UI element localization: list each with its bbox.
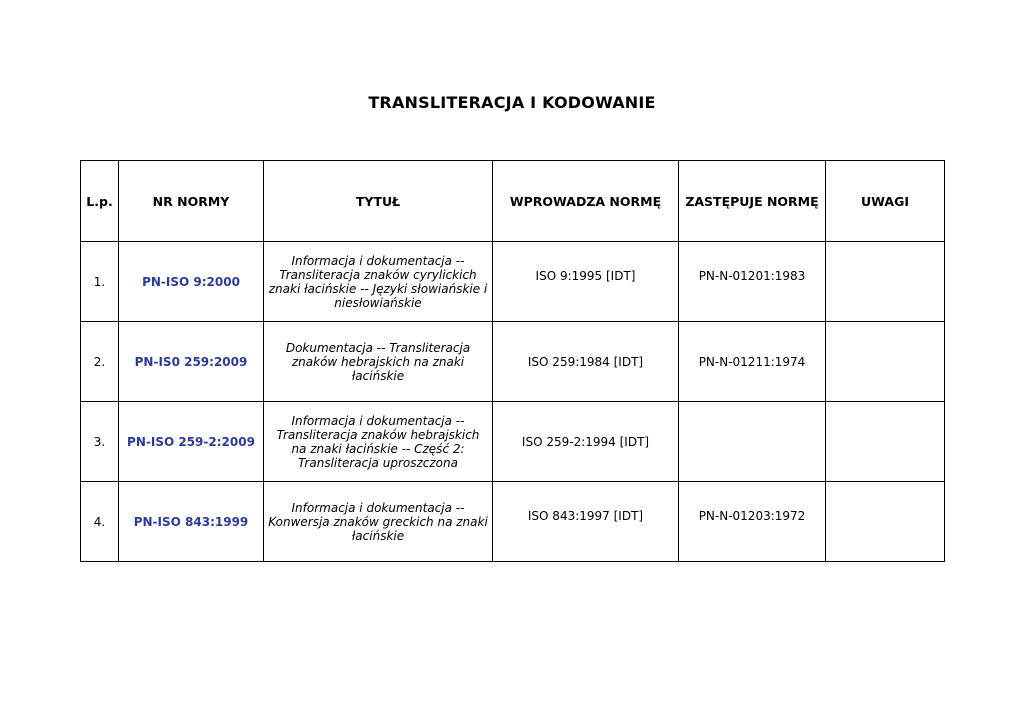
row-nr-normy: PN-ISO 9:2000 [119, 242, 264, 322]
row-tytul: Informacja i dokumentacja -- Transliteracja znaków cyrylickich znaki łacińskie -- Języki słowiańskie i niesłowiańskie [264, 242, 493, 322]
table-row [81, 322, 945, 402]
row-wprowadza: ISO 259-2:1994 [IDT] [493, 402, 679, 482]
row-zastepuje-text: PN-N-01201:1983 [698, 268, 806, 283]
row-uwagi [826, 482, 945, 562]
row-zastepuje [679, 482, 826, 562]
row-tytul: Dokumentacja -- Transliteracja znaków hebrajskich na znaki łacińskie [264, 322, 493, 402]
table-header-row [81, 161, 945, 242]
header-nr-normy: NR NORMY [119, 161, 264, 242]
row-nr-normy: PN-IS0 259:2009 [119, 322, 264, 402]
row-tytul: Informacja i dokumentacja -- Konwersja znaków greckich na znaki łacińskie [264, 482, 493, 562]
row-tytul: Informacja i dokumentacja -- Transliteracja znaków hebrajskich na znaki łacińskie -- Część 2: Transliteracja uproszczona [264, 402, 493, 482]
row-wprowadza-text: ISO 9:1995 [IDT] [535, 268, 636, 283]
row-zastepuje [679, 242, 826, 322]
row-uwagi [826, 242, 945, 322]
row-zastepuje: PN-N-01211:1974 [679, 322, 826, 402]
row-zastepuje [679, 402, 826, 482]
row-lp: 2. [81, 322, 119, 402]
header-uwagi: UWAGI [826, 161, 945, 242]
row-lp: 3. [81, 402, 119, 482]
row-uwagi [826, 402, 945, 482]
row-wprowadza [493, 242, 679, 322]
header-tytul: TYTUŁ [264, 161, 493, 242]
row-nr-normy: PN-ISO 843:1999 [119, 482, 264, 562]
table-row [81, 402, 945, 482]
row-lp: 4. [81, 482, 119, 562]
document-title: TRANSLITERACJA I KODOWANIE [368, 93, 656, 112]
row-nr-normy: PN-ISO 259-2:2009 [119, 402, 264, 482]
header-wprowadza: WPROWADZA NORMĘ [493, 161, 679, 242]
row-wprowadza [493, 482, 679, 562]
table-row [81, 482, 945, 562]
row-uwagi [826, 322, 945, 402]
header-lp: L.p. [81, 161, 119, 242]
row-zastepuje-text: PN-N-01203:1972 [698, 508, 806, 523]
header-zastepuje: ZASTĘPUJE NORMĘ [679, 161, 826, 242]
row-wprowadza: ISO 259:1984 [IDT] [493, 322, 679, 402]
row-wprowadza-text: ISO 843:1997 [IDT] [527, 508, 644, 523]
norms-table [80, 160, 945, 562]
row-lp: 1. [81, 242, 119, 322]
table-row [81, 242, 945, 322]
